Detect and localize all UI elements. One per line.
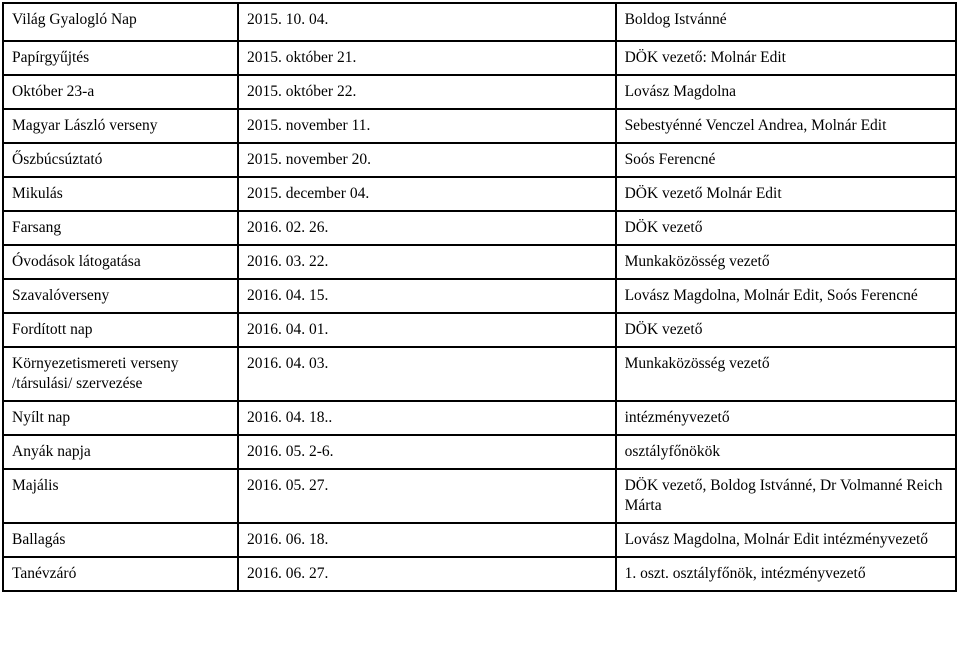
table-row bbox=[3, 143, 956, 177]
event-responsible-cell: 1. oszt. osztályfőnök, intézményvezető bbox=[616, 557, 956, 591]
event-date-cell: 2015. november 20. bbox=[238, 143, 616, 177]
table-row bbox=[3, 401, 956, 435]
event-date-cell: 2016. 06. 18. bbox=[238, 523, 616, 557]
event-responsible-cell: DÖK vezető Molnár Edit bbox=[616, 177, 956, 211]
table-row bbox=[3, 557, 956, 591]
table-row bbox=[3, 313, 956, 347]
event-responsible-cell: Boldog Istvánné bbox=[616, 3, 956, 41]
event-date-cell: 2016. 02. 26. bbox=[238, 211, 616, 245]
event-date-cell: 2016. 04. 18.. bbox=[238, 401, 616, 435]
event-date-cell: 2015. 10. 04. bbox=[238, 3, 616, 41]
table-row bbox=[3, 3, 956, 41]
event-name-cell: Őszbúcsúztató bbox=[3, 143, 238, 177]
table-row bbox=[3, 435, 956, 469]
table-row bbox=[3, 177, 956, 211]
event-name-cell: Ballagás bbox=[3, 523, 238, 557]
table-row bbox=[3, 75, 956, 109]
event-name-cell: Majális bbox=[3, 469, 238, 523]
event-date-cell: 2016. 05. 27. bbox=[238, 469, 616, 523]
event-date-cell: 2016. 04. 03. bbox=[238, 347, 616, 401]
event-date-cell: 2016. 04. 15. bbox=[238, 279, 616, 313]
event-date-cell: 2015. október 22. bbox=[238, 75, 616, 109]
event-responsible-cell: DÖK vezető bbox=[616, 211, 956, 245]
event-date-cell: 2016. 03. 22. bbox=[238, 245, 616, 279]
event-name-cell: Óvodások látogatása bbox=[3, 245, 238, 279]
event-responsible-cell: osztályfőnökök bbox=[616, 435, 956, 469]
table-row bbox=[3, 469, 956, 523]
event-responsible-cell: Lovász Magdolna bbox=[616, 75, 956, 109]
event-name-cell: Nyílt nap bbox=[3, 401, 238, 435]
table-row bbox=[3, 109, 956, 143]
table-row bbox=[3, 523, 956, 557]
event-responsible-cell: intézményvezető bbox=[616, 401, 956, 435]
event-name-cell: Fordított nap bbox=[3, 313, 238, 347]
event-date-cell: 2016. 04. 01. bbox=[238, 313, 616, 347]
event-responsible-cell: DÖK vezető, Boldog Istvánné, Dr Volmanné Reich Márta bbox=[616, 469, 956, 523]
event-name-cell: Tanévzáró bbox=[3, 557, 238, 591]
event-responsible-cell: Munkaközösség vezető bbox=[616, 245, 956, 279]
event-date-cell: 2015. október 21. bbox=[238, 41, 616, 75]
event-name-cell: Farsang bbox=[3, 211, 238, 245]
event-name-cell: Világ Gyalogló Nap bbox=[3, 3, 238, 41]
table-row bbox=[3, 211, 956, 245]
event-name-cell: Mikulás bbox=[3, 177, 238, 211]
event-date-cell: 2015. december 04. bbox=[238, 177, 616, 211]
event-name-cell: Magyar László verseny bbox=[3, 109, 238, 143]
event-responsible-cell: Munkaközösség vezető bbox=[616, 347, 956, 401]
table-row bbox=[3, 245, 956, 279]
event-date-cell: 2016. 05. 2-6. bbox=[238, 435, 616, 469]
event-date-cell: 2016. 06. 27. bbox=[238, 557, 616, 591]
event-responsible-cell: Lovász Magdolna, Molnár Edit intézményvezető bbox=[616, 523, 956, 557]
events-table bbox=[2, 2, 957, 592]
event-date-cell: 2015. november 11. bbox=[238, 109, 616, 143]
event-name-cell: Papírgyűjtés bbox=[3, 41, 238, 75]
event-responsible-cell: Soós Ferencné bbox=[616, 143, 956, 177]
event-name-cell: Október 23-a bbox=[3, 75, 238, 109]
events-table-body bbox=[3, 3, 956, 591]
event-responsible-cell: DÖK vezető: Molnár Edit bbox=[616, 41, 956, 75]
table-row bbox=[3, 347, 956, 401]
event-responsible-cell: Lovász Magdolna, Molnár Edit, Soós Ferencné bbox=[616, 279, 956, 313]
event-responsible-cell: DÖK vezető bbox=[616, 313, 956, 347]
event-name-cell: Szavalóverseny bbox=[3, 279, 238, 313]
event-name-cell: Anyák napja bbox=[3, 435, 238, 469]
event-responsible-cell: Sebestyénné Venczel Andrea, Molnár Edit bbox=[616, 109, 956, 143]
event-name-cell: Környezetismereti verseny /társulási/ szervezése bbox=[3, 347, 238, 401]
table-row bbox=[3, 279, 956, 313]
table-row bbox=[3, 41, 956, 75]
